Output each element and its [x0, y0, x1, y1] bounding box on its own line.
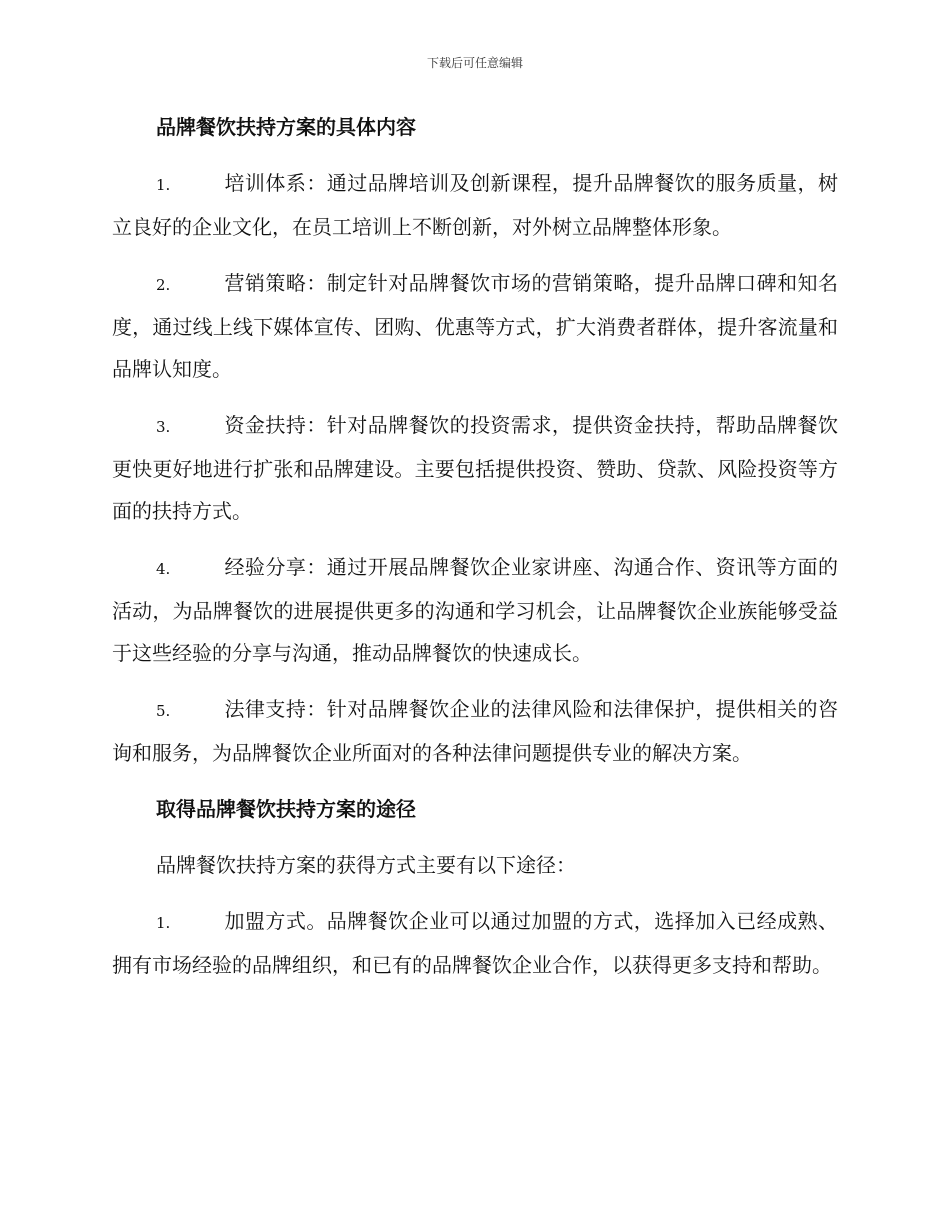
section-intro: 品牌餐饮扶持方案的获得方式主要有以下途径： — [156, 853, 576, 877]
list-item-text: 法律支持：针对品牌餐饮企业的法律风险和法律保护，提供相关的咨询和服务，为品牌餐饮企业所面对的各种法律问题提供专业的解决方案。 — [112, 697, 838, 765]
list-item-number: 4. — [156, 560, 171, 578]
list-item — [112, 404, 838, 532]
list-item-text: 营销策略：制定针对品牌餐饮市场的营销策略，提升品牌口碑和知名度，通过线上线下媒体宣传、团购、优惠等方式，扩大消费者群体，提升客流量和品牌认知度。 — [112, 271, 838, 381]
list-item — [112, 900, 838, 986]
section-heading-methods: 取得品牌餐饮扶持方案的途径 — [156, 797, 416, 821]
list-item-number: 1. — [156, 176, 171, 194]
list-item-number: 5. — [156, 702, 171, 720]
list-item-text: 加盟方式。品牌餐饮企业可以通过加盟的方式，选择加入已经成熟、拥有市场经验的品牌组织，和已有的品牌餐饮企业合作，以获得更多支持和帮助。 — [112, 909, 838, 977]
list-item-number: 3. — [156, 418, 171, 436]
list-item-text: 培训体系：通过品牌培训及创新课程，提升品牌餐饮的服务质量，树立良好的企业文化，在员工培训上不断创新，对外树立品牌整体形象。 — [112, 171, 838, 239]
list-item-number: 2. — [156, 276, 171, 294]
list-item — [112, 546, 838, 674]
page-header: 下载后可任意编辑 — [426, 56, 523, 70]
document-body — [112, 106, 838, 986]
list-item — [112, 262, 838, 390]
list-item-number: 1. — [156, 914, 171, 932]
list-item — [112, 688, 838, 774]
section-heading-content: 品牌餐饮扶持方案的具体内容 — [156, 115, 416, 139]
list-item — [112, 162, 838, 248]
list-item-text: 经验分享：通过开展品牌餐饮企业家讲座、沟通合作、资讯等方面的活动，为品牌餐饮的进展提供更多的沟通和学习机会，让品牌餐饮企业族能够受益于这些经验的分享与沟通，推动品牌餐饮的快速成长。 — [112, 555, 838, 665]
list-item-text: 资金扶持：针对品牌餐饮的投资需求，提供资金扶持，帮助品牌餐饮更快更好地进行扩张和品牌建设。主要包括提供投资、赞助、贷款、风险投资等方面的扶持方式。 — [112, 413, 838, 523]
